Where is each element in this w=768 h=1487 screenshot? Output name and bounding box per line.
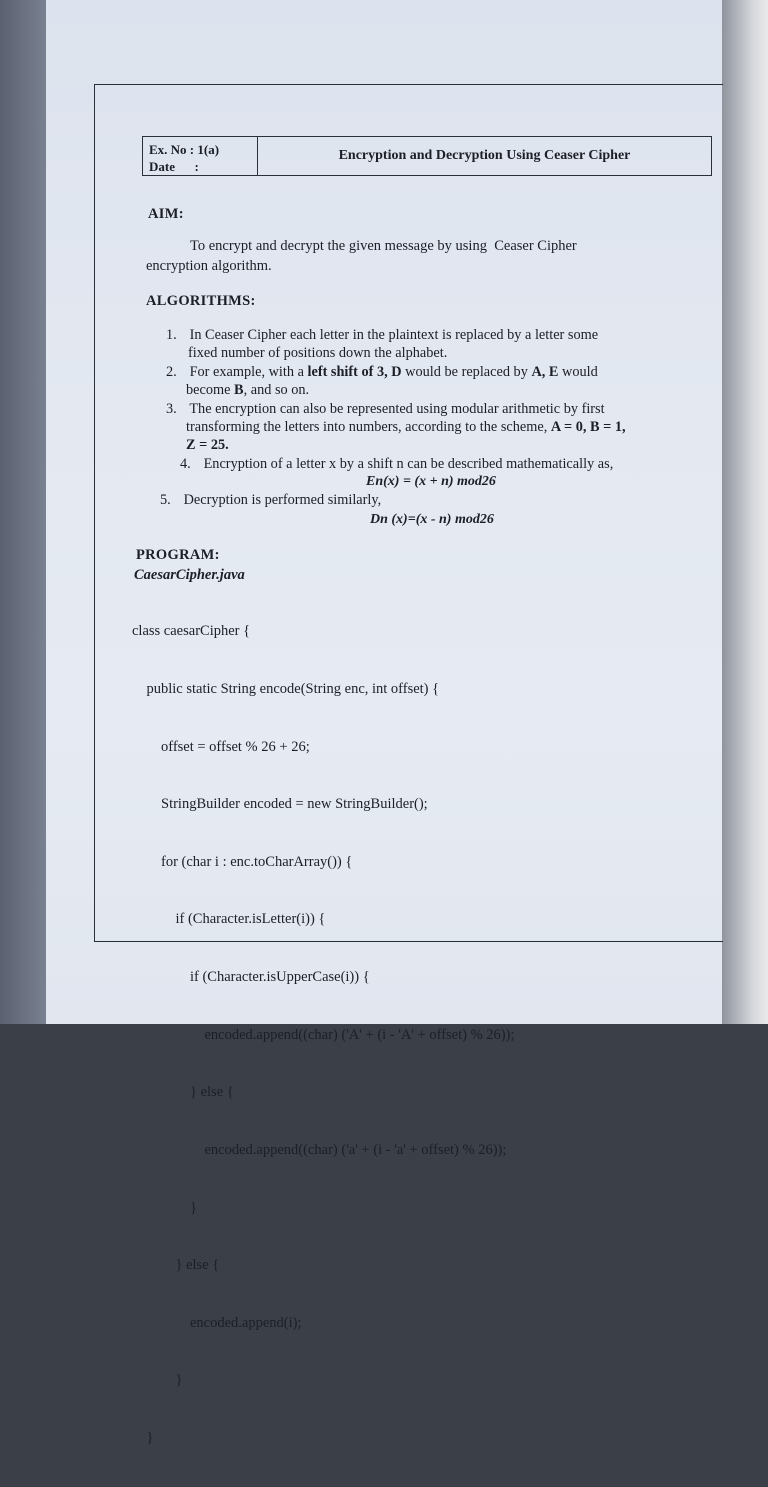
item-text: Encryption of a letter x by a shift n can be described mathematically as, [203, 456, 614, 472]
code-line: class caesarCipher { [132, 623, 251, 640]
document-page [46, 0, 722, 1446]
item-text: transforming the letters into numbers, according to the scheme, [186, 419, 551, 435]
code-line: for (char i : enc.toCharArray()) { [132, 853, 353, 870]
code-line: encoded.append((char) ('A' + (i - 'A' + offset) % 26)); [132, 1026, 515, 1043]
code-line: if (Character.isLetter(i)) { [132, 911, 326, 928]
list-item [146, 326, 716, 362]
code-line: public static String encode(String enc, int offset) { [132, 681, 440, 698]
item-text: would [558, 364, 598, 380]
code-line: offset = offset % 26 + 26; [132, 738, 310, 755]
item-text: fixed number of positions down the alphabet. [188, 345, 448, 361]
item-text: Decryption is performed similarly, [183, 492, 382, 508]
background-right [720, 0, 768, 1024]
exercise-header-table [142, 136, 712, 176]
item-number: 2. [166, 364, 177, 380]
code-line: encoded.append(i); [132, 1314, 302, 1331]
code-line: } else { [132, 1084, 234, 1101]
list-item [146, 491, 716, 529]
item-text: , and so on. [243, 382, 310, 398]
code-line: } else { [132, 1257, 220, 1274]
aim-heading: AIM: [148, 206, 184, 222]
exercise-title: Encryption and Decryption Using Ceaser Cipher [338, 148, 631, 163]
exercise-number: Ex. No : 1(a) [149, 142, 220, 157]
code-line: } [132, 1429, 154, 1446]
code-line: StringBuilder encoded = new StringBuilder(); [132, 796, 428, 813]
program-heading: PROGRAM: [136, 547, 220, 563]
list-item [146, 400, 716, 454]
code-block [132, 584, 514, 1487]
list-item [146, 363, 716, 399]
item-text: In Ceaser Cipher each letter in the plaintext is replaced by a letter some [189, 327, 599, 343]
item-text-bold: B [234, 382, 244, 398]
code-line: } [132, 1372, 183, 1389]
exercise-date: Date : [149, 159, 199, 174]
code-line: encoded.append((char) ('a' + (i - 'a' + offset) % 26)); [132, 1141, 507, 1158]
item-text-bold: A = 0, B = 1, [550, 419, 626, 435]
item-number: 5. [160, 492, 171, 508]
aim-text [146, 236, 577, 276]
algorithm-list [146, 326, 716, 529]
list-item [146, 455, 716, 491]
item-text-bold: Z = 25. [186, 437, 229, 453]
item-number: 3. [166, 401, 177, 417]
code-line: if (Character.isUpperCase(i)) { [132, 969, 370, 986]
item-text: would be replaced by [401, 364, 532, 380]
item-text: The encryption can also be represented using modular arithmetic by first [189, 401, 605, 417]
algorithms-heading: ALGORITHMS: [146, 293, 256, 309]
decryption-formula: Dn (x)=(x - n) mod26 [370, 512, 494, 527]
code-line: } [132, 1199, 197, 1216]
aim-line-2: encryption algorithm. [146, 258, 272, 274]
exercise-info-cell [143, 137, 258, 175]
encryption-formula: En(x) = (x + n) mod26 [366, 474, 496, 489]
item-text: become [186, 382, 235, 398]
item-number: 4. [180, 456, 191, 472]
item-text: For example, with a [189, 364, 308, 380]
background-left [0, 0, 48, 1024]
item-text-bold: A, E [531, 364, 559, 380]
item-text-bold: left shift of 3, D [307, 364, 402, 380]
aim-line-1: To encrypt and decrypt the given message by using Ceaser Cipher [190, 238, 577, 254]
program-filename: CaesarCipher.java [134, 567, 245, 583]
item-number: 1. [166, 327, 177, 343]
